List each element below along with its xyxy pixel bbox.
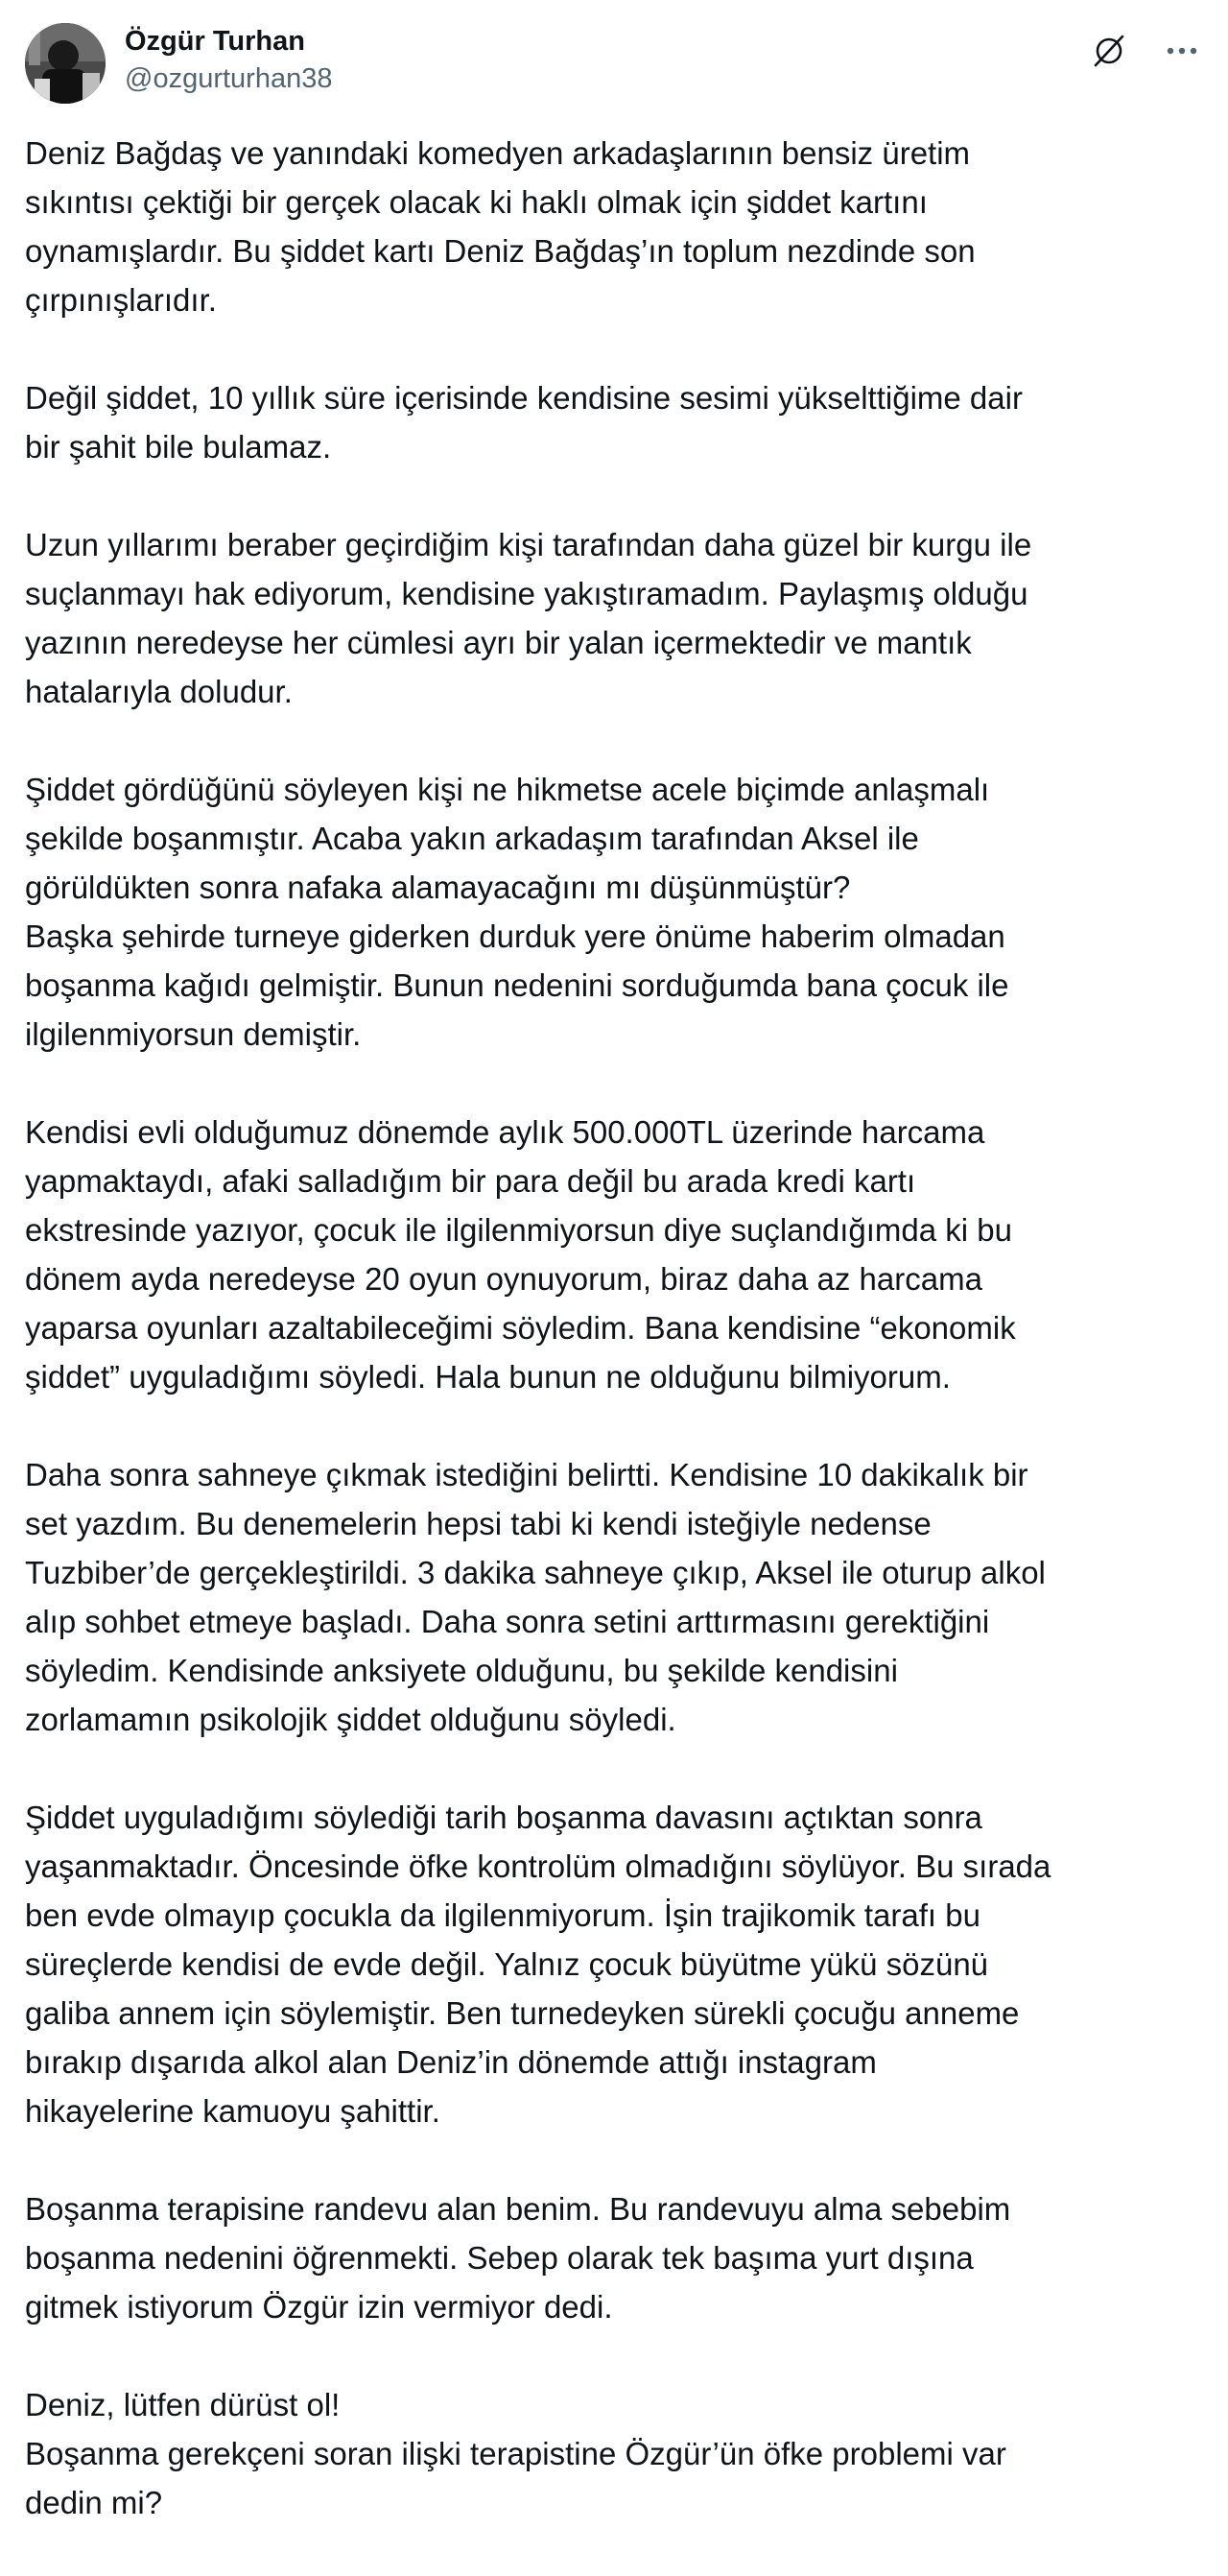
author-names: [125, 25, 332, 96]
tweet-line: ben evde olmayıp çocukla da ilgilenmiyorum. İşin trajikomik tarafı bu: [25, 1897, 980, 1933]
tweet-line: Boşanma gerekçeni soran ilişki terapistine Özgür’ün öfke problemi var: [25, 2436, 1006, 2471]
tweet-line: Boşanma terapisine randevu alan benim. Bu randevuyu alma sebebim: [25, 2191, 1011, 2227]
more-horizontal-icon[interactable]: [1161, 29, 1203, 71]
avatar-photo-icon: [25, 23, 106, 104]
tweet-paragraph-2: [25, 373, 1203, 471]
tweet-line: boşanma kağıdı gelmiştir. Bunun nedenini sorduğumda bana çocuk ile: [25, 967, 1009, 1003]
tweet-line: bir şahit bile bulamaz.: [25, 429, 332, 465]
tweet-line: görüldükten sonra nafaka alamayacağını mı düşünmüştür?: [25, 870, 851, 905]
tweet-line: yaparsa oyunları azaltabileceğimi söyledim. Bana kendisine “ekonomik: [25, 1310, 1016, 1346]
tweet-line: boşanma nedenini öğrenmekti. Sebep olarak tek başıma yurt dışına: [25, 2240, 974, 2276]
tweet-header: [25, 19, 1203, 106]
tweet-line: şiddet” uyguladığımı söyledi. Hala bunun ne olduğunu bilmiyorum.: [25, 1359, 951, 1395]
avatar[interactable]: [25, 23, 106, 104]
tweet-line: Başka şehirde turneye giderken durduk yere önüme haberim olmadan: [25, 918, 1005, 954]
tweet-line: oynamışlardır. Bu şiddet kartı Deniz Bağdaş’ın toplum nezdinde son: [25, 233, 976, 269]
tweet-line: dönem ayda neredeyse 20 oyun oynuyorum, biraz daha az harcama: [25, 1261, 982, 1297]
tweet-paragraph-1: [25, 129, 1203, 324]
tweet-line: Değil şiddet, 10 yıllık süre içerisinde kendisine sesimi yükselttiğime dair: [25, 380, 1023, 416]
author-handle[interactable]: @ozgurturhan38: [125, 63, 333, 94]
tweet-line: Şiddet gördüğünü söyleyen kişi ne hikmetse acele biçimde anlaşmalı: [25, 772, 990, 807]
tweet-line: Tuzbiber’de gerçekleştirildi. 3 dakika sahneye çıkıp, Aksel ile oturup alkol: [25, 1555, 1046, 1590]
tweet-line: set yazdım. Bu denemelerin hepsi tabi ki kendi isteğiyle nedense: [25, 1506, 932, 1541]
tweet-line: Şiddet uyguladığımı söylediği tarih boşanma davasını açtıktan sonra: [25, 1800, 982, 1835]
grok-icon[interactable]: [1088, 29, 1130, 71]
tweet-line: Deniz Bağdaş ve yanındaki komedyen arkadaşlarının bensiz üretim: [25, 135, 971, 171]
tweet-paragraph-5: [25, 1108, 1203, 1401]
tweet-line: galiba annem için söylemiştir. Ben turnedeyken sürekli çocuğu anneme: [25, 1995, 1020, 2031]
tweet-paragraph-3: [25, 520, 1203, 716]
tweet-line: hikayelerine kamuoyu şahittir.: [25, 2093, 440, 2129]
tweet-line: yapmaktaydı, afaki salladığım bir para değil bu arada kredi kartı: [25, 1163, 916, 1199]
tweet-line: çırpınışlarıdır.: [25, 282, 217, 318]
tweet-paragraph-8: [25, 2184, 1203, 2331]
tweet-line: bırakıp dışarıda alkol alan Deniz’in dönemde attığı instagram: [25, 2044, 877, 2080]
tweet-line: sıkıntısı çektiği bir gerçek olacak ki haklı olmak için şiddet kartını: [25, 184, 928, 220]
tweet-line: suçlanmayı hak ediyorum, kendisine yakıştıramadım. Paylaşmış olduğu: [25, 576, 1028, 611]
tweet-line: yazının neredeyse her cümlesi ayrı bir yalan içermektedir ve mantık: [25, 625, 972, 660]
tweet-line: Daha sonra sahneye çıkmak istediğini belirtti. Kendisine 10 dakikalık bir: [25, 1457, 1028, 1492]
tweet-line: Kendisi evli olduğumuz dönemde aylık 500.000TL üzerinde harcama: [25, 1114, 985, 1150]
tweet-line: ilgilenmiyorsun demiştir.: [25, 1016, 362, 1052]
tweet-line: yaşanmaktadır. Öncesinde öfke kontrolüm olmadığını söylüyor. Bu sırada: [25, 1849, 1051, 1884]
tweet-line: zorlamamın psikolojik şiddet olduğunu söyledi.: [25, 1702, 676, 1737]
tweet-line: ekstresinde yazıyor, çocuk ile ilgilenmiyorsun diye suçlandığımda ki bu: [25, 1212, 1012, 1248]
tweet-text: [25, 129, 1203, 2576]
tweet-paragraph-6: [25, 1450, 1203, 1744]
tweet-line: Deniz, lütfen dürüst ol!: [25, 2387, 341, 2422]
tweet-line: söyledim. Kendisinde anksiyete olduğunu, bu şekilde kendisini: [25, 1653, 898, 1688]
tweet-paragraph-9: [25, 2380, 1203, 2527]
tweet-line: hatalarıyla doludur.: [25, 674, 293, 709]
tweet-line: Uzun yıllarımı beraber geçirdiğim kişi tarafından daha güzel bir kurgu ile: [25, 527, 1032, 562]
tweet-line: alıp sohbet etmeye başladı. Daha sonra setini arttırmasını gerektiğini: [25, 1604, 990, 1639]
author-display-name[interactable]: Özgür Turhan: [125, 26, 305, 57]
tweet-line: dedin mi?: [25, 2485, 163, 2520]
tweet-line: şekilde boşanmıştır. Acaba yakın arkadaşım tarafından Aksel ile: [25, 821, 919, 856]
tweet-paragraph-7: [25, 1793, 1203, 2135]
tweet-paragraph-4: [25, 765, 1203, 1059]
tweet-line: süreçlerde kendisi de evde değil. Yalnız çocuk büyütme yükü sözünü: [25, 1946, 989, 1982]
tweet-line: gitmek istiyorum Özgür izin vermiyor dedi.: [25, 2289, 613, 2325]
